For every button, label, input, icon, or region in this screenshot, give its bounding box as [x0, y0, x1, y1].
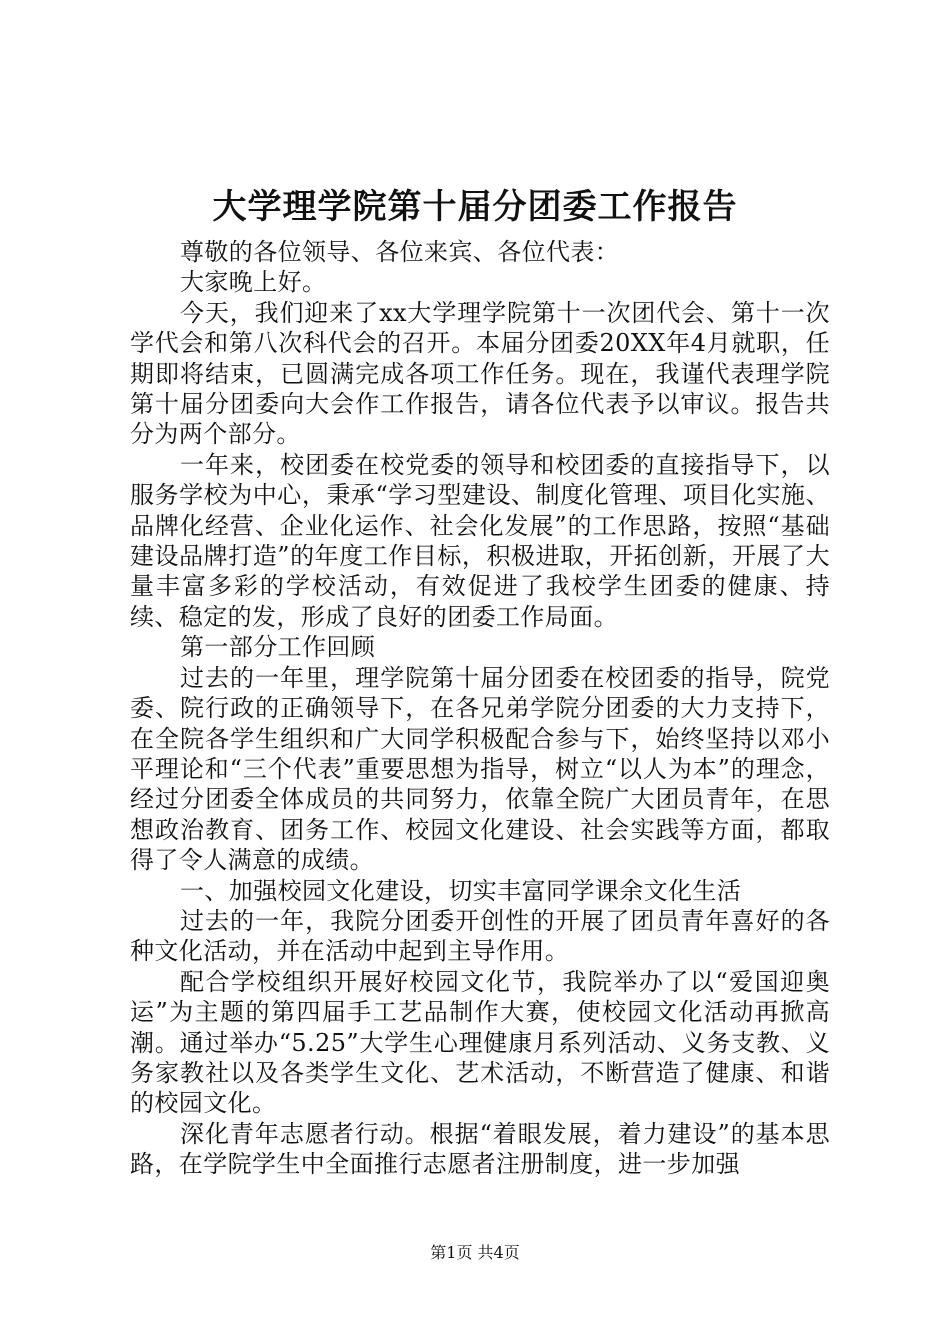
subsection-heading: 一、加强校园文化建设，切实丰富同学课余文化生活 [180, 876, 742, 905]
body-paragraph: 过去的一年，我院分团委开创性的开展了团员青年喜好的各种文化活动，并在活动中起到主导作用。 [130, 906, 830, 966]
body-paragraph: 配合学校组织开展好校园文化节，我院举办了以“爱国迎奥运”为主题的第四届手工艺品制作大赛，使校园文化活动再掀高潮。通过举办“5.25”大学生心理健康月系列活动、义务支教、义务家教社以及各类学生文化、艺术活动，不断营造了健康、和谐的校园文化。 [130, 967, 830, 1118]
body-paragraph: 过去的一年里，理学院第十届分团委在校团委的指导，院党委、院行政的正确领导下，在各兄弟学院分团委的大力支持下，在全院各学生组织和广大同学积极配合参与下，始终坚持以邓小平理论和“三个代表”重要思想为指导，树立“以人为本”的理念，经过分团委全体成员的共同努力，依靠全院广大团员青年，在思想政治教育、团务工作、校园文化建设、社会实践等方面，都取得了令人满意的成绩。 [130, 663, 830, 875]
page-footer: 第1页 共4页 [430, 1243, 520, 1262]
document-title: 大学理学院第十届分团委工作报告 [212, 187, 738, 227]
body-paragraph: 深化青年志愿者行动。根据“着眼发展，着力建设”的基本思路，在学院学生中全面推行志愿者注册制度，进一步加强 [130, 1119, 830, 1179]
salutation-paragraph: 大家晚上好。 [180, 268, 327, 297]
section-heading: 第一部分工作回顾 [180, 633, 376, 662]
body-paragraph: 今天，我们迎来了xx大学理学院第十一次团代会、第十一次学代会和第八次科代会的召开。本届分团委20XX年4月就职，任期即将结束，已圆满完成各项工作任务。现在，我谨代表理学院第十届分团委向大会作工作报告，请各位代表予以审议。报告共分为两个部分。 [130, 298, 830, 449]
document-body [130, 237, 830, 1180]
body-paragraph: 一年来，校团委在校党委的领导和校团委的直接指导下，以服务学校为中心，秉承“学习型建设、制度化管理、项目化实施、品牌化经营、企业化运作、社会化发展”的工作思路，按照“基础建设品牌打造”的年度工作目标，积极进取，开拓创新，开展了大量丰富多彩的学校活动，有效促进了我校学生团委的健康、持续、稳定的发，形成了良好的团委工作局面。 [130, 450, 830, 631]
greeting-paragraph: 尊敬的各位领导、各位来宾、各位代表： [180, 238, 620, 266]
